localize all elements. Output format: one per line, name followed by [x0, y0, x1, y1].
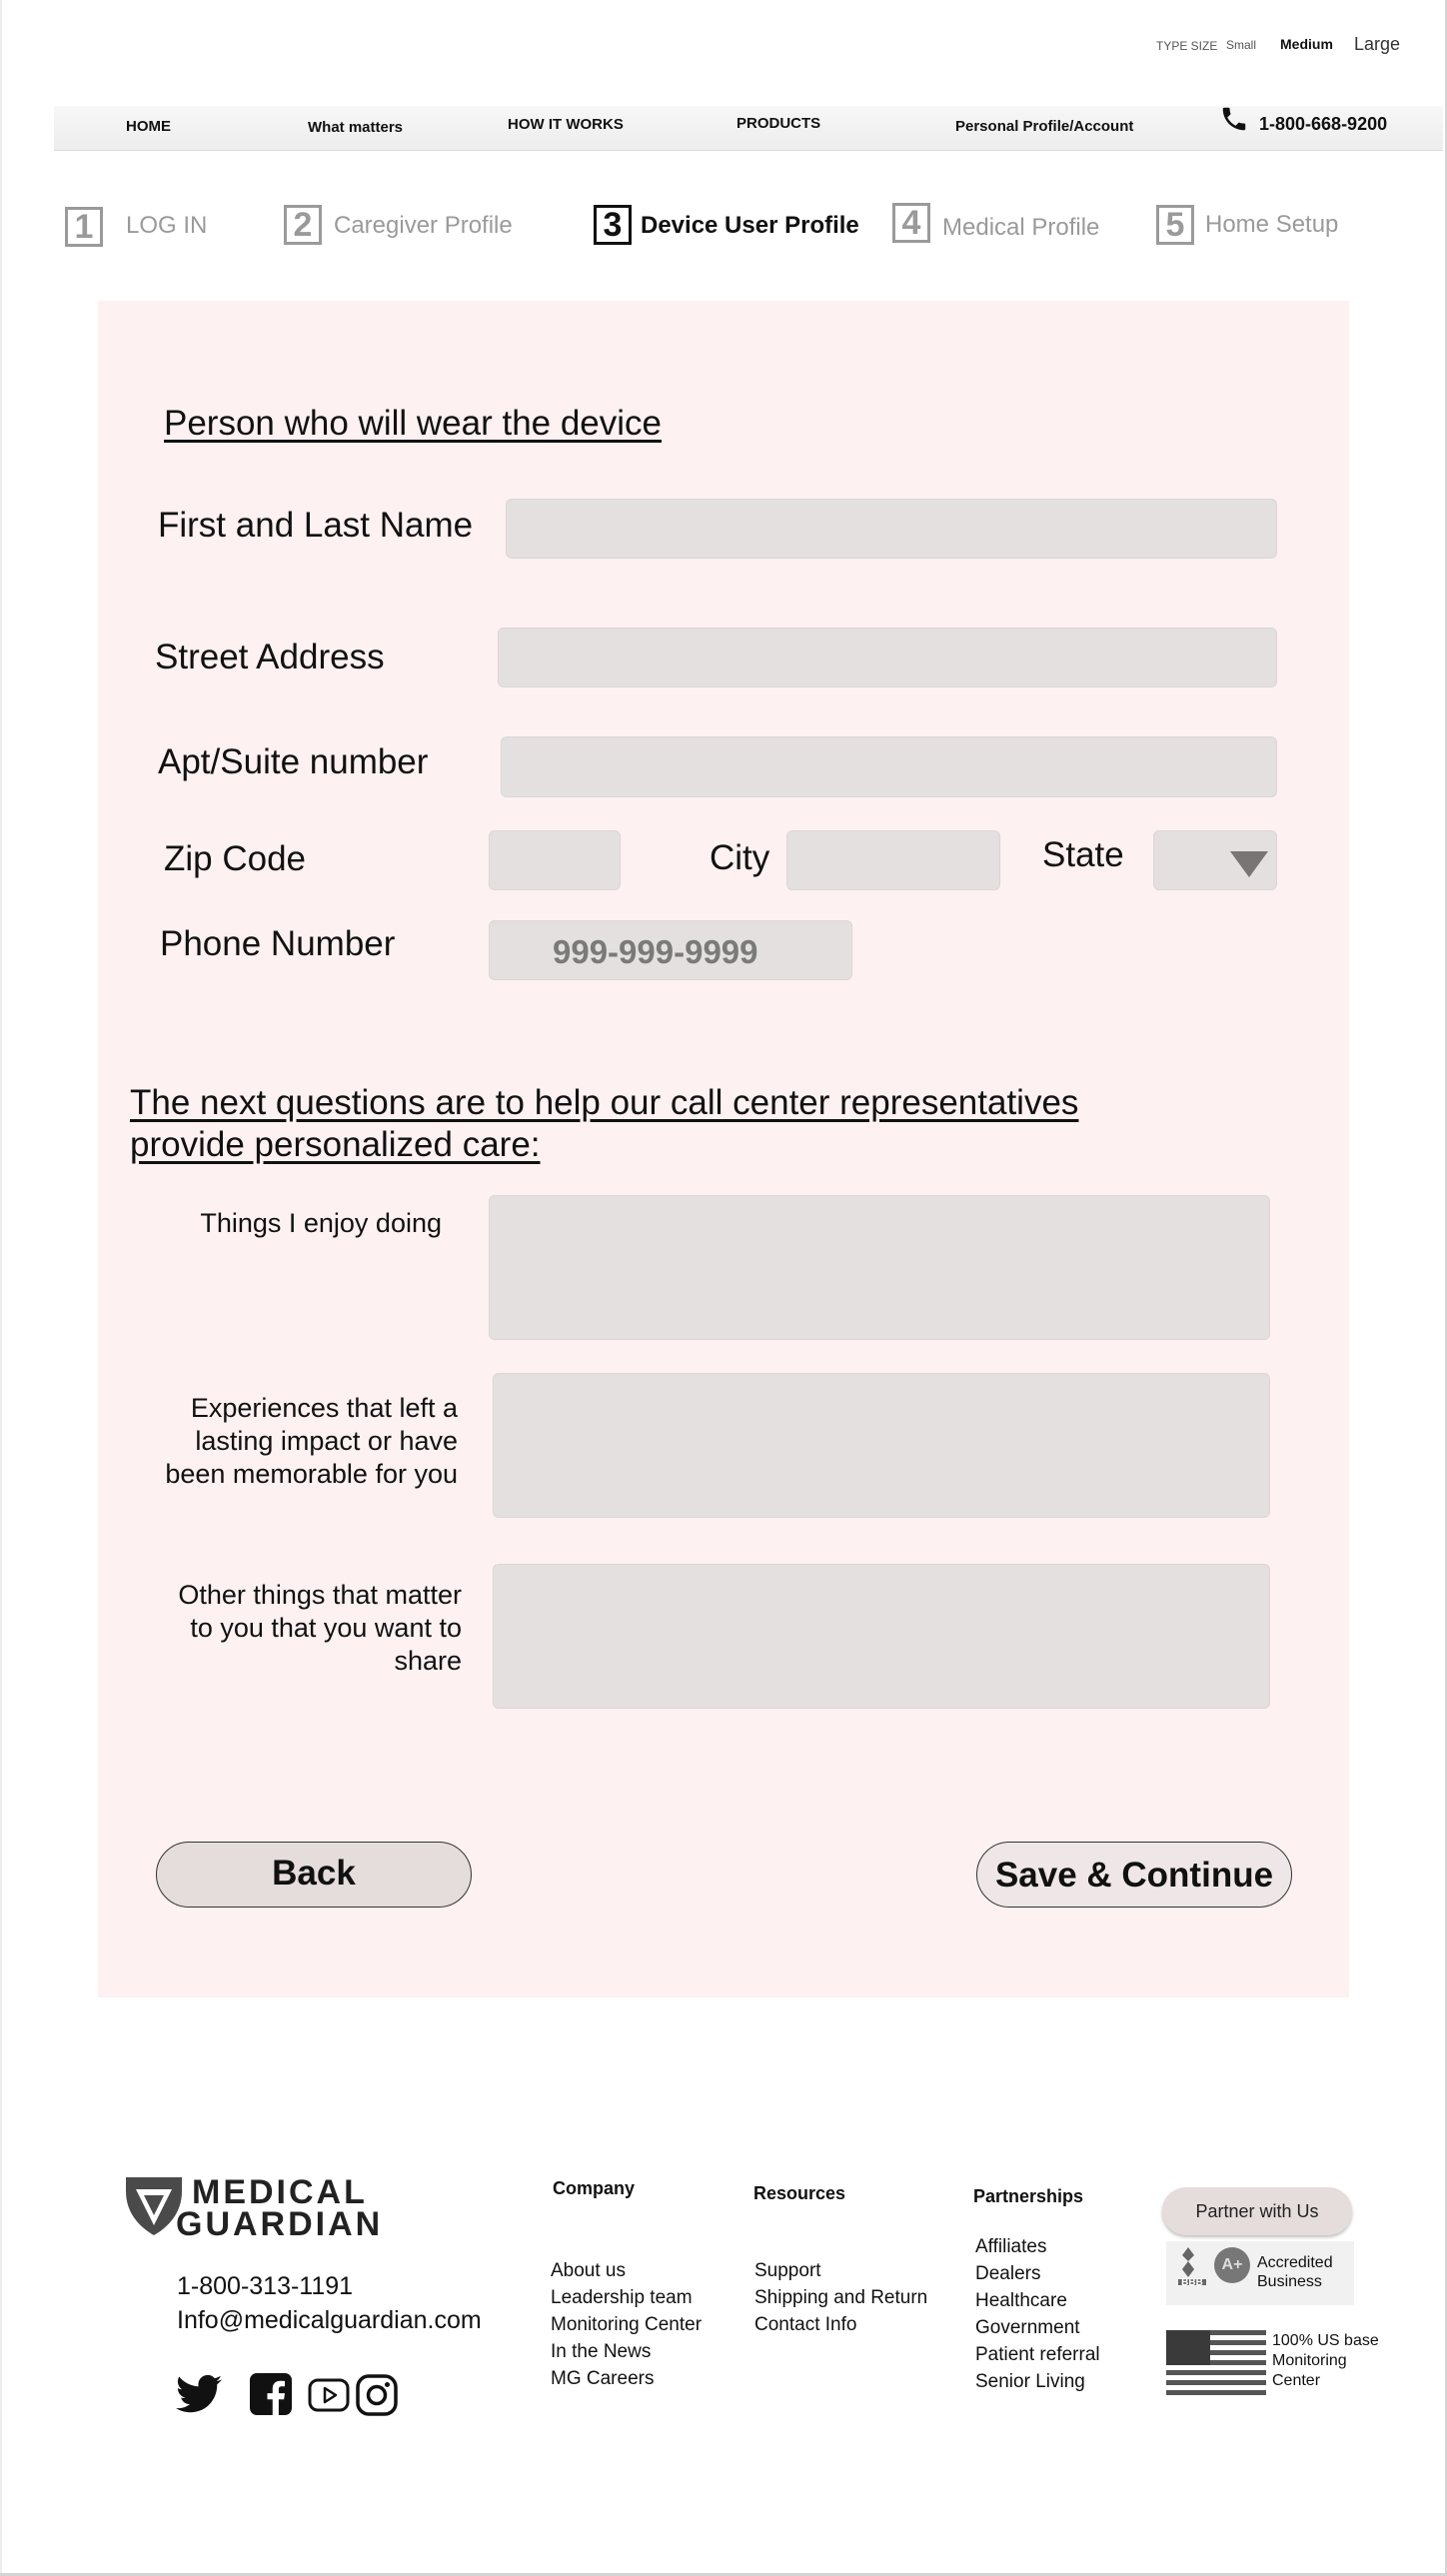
logo-text-medical: MEDICAL: [192, 2173, 368, 2211]
footer-company-heading: Company: [553, 2178, 636, 2198]
name-label: First and Last Name: [158, 506, 474, 545]
footer-link-contact[interactable]: Contact Info: [754, 2314, 857, 2335]
footer-link-news[interactable]: In the News: [551, 2341, 652, 2362]
footer-link-about[interactable]: About us: [551, 2260, 626, 2281]
q-enjoy-label: [150, 1207, 442, 1240]
bbb-logo-text: BBB: [1181, 2277, 1203, 2288]
nav-what-matters[interactable]: What matters: [308, 119, 404, 136]
partner-with-us-button[interactable]: Partner with Us: [1162, 2187, 1352, 2235]
nav-home[interactable]: HOME: [126, 118, 171, 135]
bbb-seal-text: A+: [1221, 2256, 1243, 2273]
phone-input[interactable]: [489, 920, 852, 980]
bbb-accredited-badge: [1166, 2241, 1354, 2305]
nav-how-it-works[interactable]: HOW IT WORKS: [508, 116, 624, 133]
footer-link-leadership[interactable]: Leadership team: [551, 2287, 693, 2308]
q-other-line3: share: [394, 1646, 462, 1676]
step-5-label[interactable]: Home Setup: [1205, 211, 1339, 238]
us-flag-icon: [1166, 2330, 1266, 2396]
phone-label: Phone Number: [160, 924, 396, 963]
q-enjoy-input[interactable]: [489, 1195, 1270, 1340]
q-other-input[interactable]: [493, 1564, 1270, 1709]
phone-placeholder: 999-999-9999: [553, 933, 758, 970]
type-size-small[interactable]: Small: [1226, 38, 1257, 52]
footer-link-affiliates[interactable]: Affiliates: [975, 2236, 1047, 2257]
facebook-icon[interactable]: [250, 2373, 292, 2420]
type-size-label: TYPE SIZE: [1156, 39, 1218, 53]
q-other-line2: to you that you want to: [190, 1613, 462, 1643]
q-other-line1: Other things that matter: [178, 1580, 462, 1610]
q-experiences-line3: been memorable for you: [165, 1459, 458, 1489]
bbb-text-line1: Accredited: [1257, 2254, 1333, 2271]
street-input[interactable]: [498, 628, 1277, 687]
personal-care-title-line2: provide personalized care:: [130, 1125, 541, 1164]
q-enjoy-text: Things I enjoy doing: [200, 1208, 442, 1238]
step-2-label[interactable]: Caregiver Profile: [334, 212, 513, 239]
q-experiences-input[interactable]: [493, 1373, 1270, 1518]
city-input[interactable]: [786, 830, 1000, 890]
q-experiences-line1: Experiences that left a: [190, 1393, 458, 1423]
nav-products[interactable]: PRODUCTS: [736, 115, 821, 132]
us-text-line1: 100% US base: [1272, 2332, 1379, 2349]
name-input[interactable]: [506, 499, 1277, 559]
state-label: State: [1042, 835, 1124, 874]
logo-text-guardian: GUARDIAN: [176, 2205, 384, 2243]
footer-partnerships-heading: Partnerships: [973, 2186, 1084, 2206]
us-based-badge: [1166, 2330, 1379, 2400]
footer-link-patient-referral[interactable]: Patient referral: [975, 2344, 1100, 2365]
step-1-number[interactable]: 1: [65, 207, 103, 247]
city-label: City: [710, 838, 770, 877]
footer-resources-heading: Resources: [753, 2183, 846, 2203]
step-4-label[interactable]: Medical Profile: [942, 214, 1100, 241]
phone-icon: [1219, 104, 1249, 134]
footer-link-shipping[interactable]: Shipping and Return: [754, 2287, 928, 2308]
q-experiences-line2: lasting impact or have: [195, 1426, 458, 1456]
footer-link-senior-living[interactable]: Senior Living: [975, 2371, 1085, 2392]
step-1-label[interactable]: LOG IN: [126, 212, 208, 239]
us-text-line2: Monitoring: [1272, 2352, 1347, 2369]
section-title: Person who will wear the device: [164, 404, 663, 443]
q-experiences-label: [130, 1392, 458, 1491]
street-label: Street Address: [155, 638, 385, 676]
footer-email[interactable]: Info@medicalguardian.com: [177, 2306, 482, 2334]
zip-input[interactable]: [489, 830, 621, 890]
step-2-number[interactable]: 2: [284, 205, 322, 245]
step-4-number[interactable]: 4: [892, 203, 930, 243]
footer-link-careers[interactable]: MG Careers: [551, 2368, 655, 2389]
footer-link-monitoring[interactable]: Monitoring Center: [551, 2314, 703, 2335]
bbb-logo: [1174, 2247, 1210, 2299]
save-continue-button[interactable]: Save & Continue: [976, 1842, 1292, 1908]
footer-link-healthcare[interactable]: Healthcare: [975, 2290, 1067, 2311]
twitter-icon[interactable]: [176, 2374, 222, 2419]
nav-phone-number[interactable]: 1-800-668-9200: [1259, 114, 1388, 134]
type-size-medium[interactable]: Medium: [1280, 36, 1333, 52]
apt-label: Apt/Suite number: [158, 742, 429, 781]
zip-label: Zip Code: [164, 839, 307, 878]
medical-guardian-logo[interactable]: [126, 2175, 386, 2241]
step-3-number[interactable]: 3: [594, 205, 632, 245]
footer-link-support[interactable]: Support: [754, 2260, 821, 2281]
q-other-label: [130, 1579, 462, 1678]
personal-care-title-line1: The next questions are to help our call center representatives: [130, 1083, 1079, 1122]
bbb-seal: [1214, 2247, 1250, 2283]
state-select[interactable]: [1153, 830, 1277, 890]
chevron-down-icon: [1230, 851, 1268, 877]
footer-phone[interactable]: 1-800-313-1191: [177, 2272, 354, 2300]
shield-icon: [126, 2177, 182, 2235]
apt-input[interactable]: [501, 736, 1277, 797]
type-size-large[interactable]: Large: [1354, 34, 1401, 54]
bbb-text-line2: Business: [1257, 2273, 1322, 2290]
page-frame-left: [0, 0, 2, 2576]
nav-profile-account[interactable]: Personal Profile/Account: [955, 118, 1134, 135]
step-5-number[interactable]: 5: [1156, 205, 1194, 245]
us-text-line3: Center: [1272, 2372, 1321, 2389]
footer-link-dealers[interactable]: Dealers: [975, 2263, 1041, 2284]
step-3-label[interactable]: Device User Profile: [641, 212, 859, 239]
youtube-icon[interactable]: [308, 2378, 350, 2417]
footer-link-government[interactable]: Government: [975, 2317, 1080, 2338]
back-button[interactable]: Back: [156, 1842, 472, 1908]
instagram-icon[interactable]: [356, 2374, 398, 2421]
